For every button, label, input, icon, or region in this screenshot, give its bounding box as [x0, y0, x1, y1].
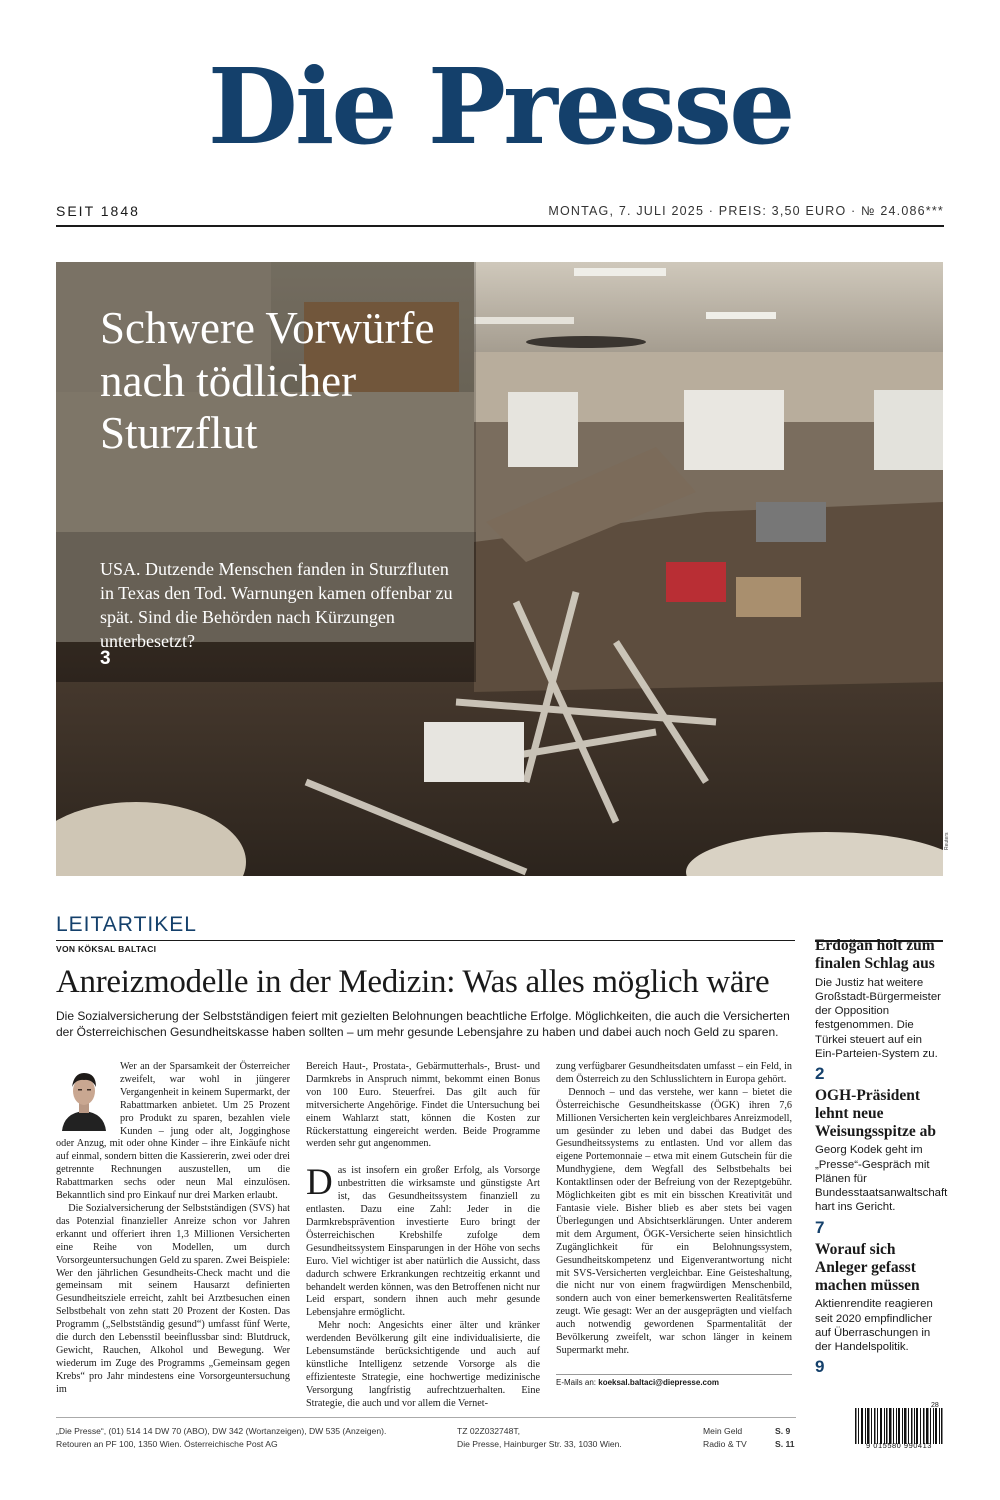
barcode-number: 9 015580 990413 [866, 1441, 932, 1450]
article-paragraph: Wer an der Sparsamkeit der Österreicher zweifelt, war wohl in jüngerer Vergangenheit in keinem Supermarkt, der Rabattmarken anbietet. Um 25 Prozent pro Produkt zu sparen, bezahlen viele Kunden – jung oder alt, Jogginghose oder Anzug, mit oder ohne Kinder – ihre Einkäufe nicht auf einmal, sondern bitten die Kassiererin, zwei oder drei getrennte Rechnungen auszustellen, um die Rabattmarken sechs oder neun Mal einzulösen. Bekanntlich sind pro Einkauf nur drei Marken erlaubt. [56, 1061, 290, 1202]
teaser-headline[interactable]: Worauf sich Anleger gefasst machen müssen [815, 1241, 920, 1294]
email-label: E-Mails an: [556, 1378, 597, 1387]
article-headline[interactable]: Anreizmodelle in der Medizin: Was alles möglich wäre [56, 964, 770, 1000]
section-kicker: LEITARTIKEL [56, 913, 197, 936]
index-page: S. 9 [775, 1426, 791, 1436]
teaser-page-ref[interactable]: 9 [815, 1357, 825, 1377]
footer-address [457, 1425, 687, 1451]
article-paragraph: Bereich Haut-, Prostata-, Gebärmutterhals-, Brust- und Darmkrebs in Anspruch nimmt, bekommt einen Bonus von 100 Euro. Steuerfrei. Das gilt auch für mitversicherte Angehörige. Findet die Untersuchung bei einem Wahlarzt statt, können die Kosten zur Rückerstattung eingereicht werden. Beide Programme werden sehr gut angenommen. [306, 1061, 540, 1150]
article-column-2 [306, 1061, 540, 1411]
drop-cap: D [306, 1162, 333, 1204]
teaser-text: Georg Kodek geht im „Presse“-Gespräch mit Plänen für Bundesstaatsanwaltschaft hart ins Gericht. [815, 1144, 948, 1214]
index-label: Radio & TV [703, 1438, 747, 1449]
index-page: S. 11 [775, 1438, 795, 1449]
index-label: Mein Geld [703, 1426, 743, 1436]
article-paragraph: Die Sozialversicherung der Selbstständigen (SVS) hat das Potenzial finanzieller Anreize schon vor Jahren erkannt und offeriert ihren 1,3 Millionen Versicherten eine Reihe von Modellen, um durch Vorsorgeuntersuchungen Geld zu sparen. Zwei Beispiele: Wer den jährlichen Gesundheits-Check macht und die gemeinsam mit seinem Hausarzt definierten Gesundheitsziele erreicht, zahlt bei Arztbesuchen einen Selbstbehalt von zehn statt 20 Prozent der Kosten. Das Programm („Selbstständig gesund“) umfasst fünf Werte, die durch den Lebensstil beeinflussbar sind: Blutdruck, Gewicht, Rauchen, Alkohol und Bewegung. Wer wiederum im Zuge des Programms „Gemeinsam gegen Krebs“ pro Jahr mindestens eine Vorsorgeuntersuchung im [56, 1202, 290, 1395]
article-column-3 [556, 1061, 792, 1358]
divider [556, 1374, 792, 1375]
index-item[interactable] [703, 1425, 803, 1438]
hero-deck: USA. Dutzende Menschen fanden in Sturzfluten in Texas den Tod. Warnungen kamen offenbar zu spät. Sind die Behörden nach Kürzungen unterbesetzt? [100, 559, 453, 651]
sidebar-teaser-1[interactable] [815, 937, 943, 1084]
article-column-1 [56, 1061, 290, 1397]
index-item[interactable] [703, 1438, 803, 1451]
footer-index [703, 1425, 803, 1451]
footer-address-line: Die Presse, Hainburger Str. 33, 1030 Wien. [457, 1438, 622, 1449]
hero-story[interactable] [56, 262, 943, 876]
article-paragraph: Mehr noch: Angesichts einer älter und kränker werdenden Bevölkerung gilt eine individualisierte, die Lebensumstände berücksichtigende und auch auf künstliche Intelligenz setzende Vorsorge als die effizienteste Strategie, eine hochwertige medizinische Versorgung langfristig aufrechtzuerhalten. Eine Strategie, die auch und vor allem die Vernet- [306, 1320, 540, 1409]
teaser-headline[interactable]: Erdoğan holt zum finalen Schlag aus [815, 937, 935, 972]
photo-credit: Reuters [944, 832, 950, 850]
footer-line: „Die Presse“, (01) 514 14 DW 70 (ABO), DW 342 (Wortanzeigen), DW 535 (Anzeigen). [56, 1426, 387, 1436]
author-email [556, 1378, 719, 1387]
byline: VON KÖKSAL BALTACI [56, 944, 157, 954]
article-paragraph: Dennoch – und das verstehe, wer kann – bietet die Österreichische Gesundheitskasse (ÖGK) ihren 7,6 Millionen Versicherten kein vergleichbares Anreizmodell, um gesünder zu leben und dabei das Budget des Gesundheitssystems zu entlasten. Und vor allem das eigene Portemonnaie – etwa mit einem Gutschein für die Mundhygiene, dem Wegfall des Selbstbehalts bei Kontaktlinsen oder der Befreiung von der Rezeptgebühr. Möglichkeiten gibt es mit ein bisschen Kreativität und Fantasie viele. Bisher blieb es aber stets bei vagen Überlegungen und Absichtserklärungen. Unter anderem mit dem Argument, ÖGK-Versicherte seien hinsichtlich Zugänglichkeit für ein Belohnungssystem, Gesundheitskompetenz und Eigenverantwortung nicht mit SVS-Versicherten vergleichbar. Eine Geisteshaltung, die nicht nur von einem fragwürdigen Menschenbild, sondern auch von einer bemerkenswerten Realitätsferne zeugt. Wie gesagt: Wer an der ausgeprägten und vielfach auch notwendig gewordenen Sparmentalität der Bevölkerung zweifelt, war schon länger in keinem Supermarkt mehr. [556, 1086, 792, 1356]
sidebar-teaser-2[interactable] [815, 1087, 948, 1238]
teaser-page-ref[interactable]: 2 [815, 1064, 825, 1084]
sidebar-teaser-3[interactable] [815, 1241, 943, 1377]
teaser-page-ref[interactable]: 7 [815, 1217, 825, 1237]
teaser-headline[interactable]: OGH-Präsident lehnt neue Weisungsspitze ab [815, 1087, 937, 1140]
article-paragraph [306, 1162, 540, 1320]
footer-line: Retouren an PF 100, 1350 Wien. Österreichische Post AG [56, 1438, 278, 1449]
article-paragraph: zung verfügbarer Gesundheitsdaten umfasst – ein Feld, in dem Österreich zu den Schlusslichtern in Europa gehört. [556, 1061, 792, 1085]
divider [56, 1417, 796, 1418]
hero-headline[interactable]: Schwere Vorwürfe nach tödlicher Sturzflut [100, 303, 435, 459]
since-label: SEIT 1848 [56, 203, 140, 219]
hero-page-ref[interactable]: 3 [100, 648, 111, 669]
teaser-text: Die Justiz hat weitere Großstadt-Bürgermeister der Opposition festgenommen. Die Türkei steuert auf ein Ein-Parteien-System zu. [815, 976, 941, 1060]
barcode-issue-code: 28 [931, 1402, 939, 1409]
author-portrait [56, 1061, 112, 1131]
dateline-bar [56, 203, 944, 227]
footer-contact [56, 1425, 436, 1451]
paragraph-text: as ist insofern ein großer Erfolg, als Vorsorge unbestritten die wirksamste und günstigste Art ist, das Gesundheitssystem finanziell zu entlasten. Dazu eine Zahl: Jeder in die Darmkrebsprävention investierte Euro bringt der Österreichischen Krebshilfe zufolge dem Gesundheitssystem Einsparungen in der Höhe von sechs Euro. Viel wichtiger ist aber natürlich die Aussicht, dass dadurch schwere Erkrankungen rechtzeitig erkannt und behandelt werden können, was den Betroffenen nicht nur Leid erspart, sondern ihnen auch mehr gesunde Lebensjahre ermöglicht. [306, 1165, 540, 1319]
issue-info: MONTAG, 7. JULI 2025 · PREIS: 3,50 EURO · № 24.086*** [548, 204, 944, 218]
masthead-logo: Die Presse [207, 45, 793, 168]
teaser-text: Aktienrendite reagieren seit 2020 empfindlicher auf Überraschungen in der Handelspolitik. [815, 1298, 933, 1354]
footer-tz: TZ 02Z032748T, [457, 1426, 521, 1436]
email-link[interactable]: koeksal.baltaci@diepresse.com [598, 1378, 719, 1387]
article-lead: Die Sozialversicherung der Selbstständigen feiert mit gezielten Belohnungen beachtliche Erfolge. Möglichkeiten, die auch die Versicherten der Österreichischen Gesundheitskasse haben sollten – um mehr gesunde Lebensjahre zu haben und dabei auch noch Geld zu sparen. [56, 1009, 790, 1040]
divider [56, 940, 795, 941]
